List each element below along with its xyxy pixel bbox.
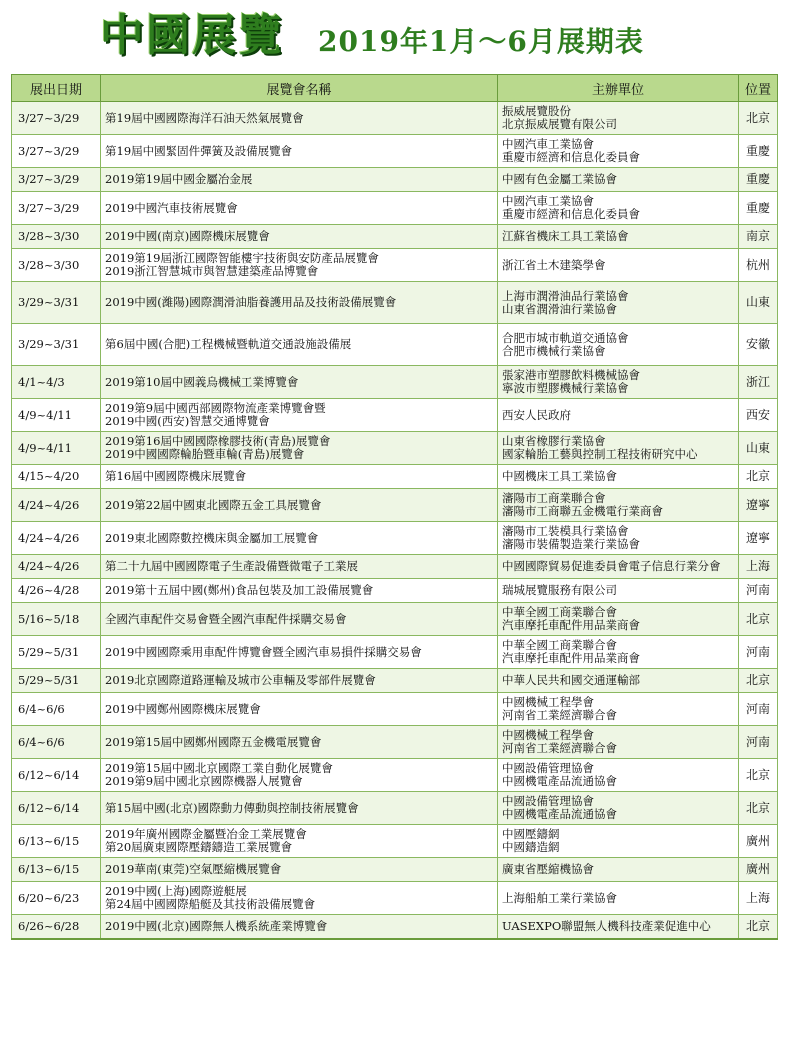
cell-location: 河南 [739,693,778,726]
cell-date: 5/16~5/18 [12,603,101,636]
cell-organizer-line: 中國機械工程學會 [502,695,594,709]
cell-exhibition-name [101,399,498,432]
cell-organizer-line: 重慶市經濟和信息化委員會 [502,150,640,164]
cell-exhibition-name [101,693,498,726]
cell-location: 北京 [739,669,778,693]
cell-exhibition-name [101,324,498,366]
cell-organizer-line: 河南省工業經濟聯合會 [502,741,617,755]
cell-organizer [498,759,739,792]
cell-exhibition-name [101,192,498,225]
cell-organizer [498,669,739,693]
cell-location: 北京 [739,102,778,135]
table-row [12,726,778,759]
cell-exhibition-name [101,726,498,759]
cell-organizer [498,726,739,759]
table-row [12,882,778,915]
cell-organizer-line: 浙江省土木建築學會 [502,257,606,272]
header-date: 展出日期 [12,75,101,102]
cell-exhibition-name-line: 2019華南(東莞)空氣壓縮機展覽會 [105,862,282,876]
cell-organizer-line: 瑞城展覽服務有限公司 [502,583,617,597]
cell-exhibition-name-line: 2019中國(濰陽)國際潤滑油脂養護用品及技術設備展覽會 [105,295,397,309]
cell-exhibition-name [101,669,498,693]
table-row [12,579,778,603]
table-row [12,858,778,882]
cell-organizer-line: 中國設備管理協會 [502,794,594,808]
cell-exhibition-name [101,603,498,636]
cell-location: 廣州 [739,858,778,882]
cell-date: 6/13~6/15 [12,858,101,882]
cell-organizer-line: UASEXPO聯盟無人機科技產業促進中心 [502,918,711,933]
table-row [12,522,778,555]
cell-location: 浙江 [739,366,778,399]
cell-date: 6/12~6/14 [12,792,101,825]
table-row [12,324,778,366]
cell-exhibition-name [101,102,498,135]
cell-exhibition-name [101,915,498,939]
cell-organizer-line: 瀋陽市裝備製造業行業協會 [502,537,640,551]
exhibition-schedule-table [11,74,778,940]
cell-organizer-line: 中華全國工商業聯合會 [502,638,617,652]
cell-exhibition-name [101,366,498,399]
cell-exhibition-name-line: 2019中國鄭州國際機床展覽會 [105,701,261,716]
cell-organizer-line: 河南省工業經濟聯合會 [502,708,617,722]
cell-organizer-line: 寧波市塑膠機械行業協會 [502,381,629,395]
cell-date: 6/20~6/23 [12,882,101,915]
cell-organizer-line: 中國鑄造網 [502,840,560,854]
cell-location: 上海 [739,555,778,579]
cell-exhibition-name [101,636,498,669]
cell-date: 3/28~3/30 [12,249,101,282]
cell-date: 3/27~3/29 [12,102,101,135]
cell-exhibition-name-line: 第19屆中國國際海洋石油天然氣展覽會 [105,110,304,125]
cell-organizer [498,324,739,366]
cell-exhibition-name [101,465,498,489]
cell-date: 6/13~6/15 [12,825,101,858]
cell-organizer-line: 中華全國工商業聯合會 [502,605,617,619]
table-row [12,792,778,825]
table-row [12,555,778,579]
table-row [12,192,778,225]
cell-exhibition-name [101,858,498,882]
cell-organizer-line: 中國有色金屬工業協會 [502,172,617,186]
cell-location: 山東 [739,432,778,465]
cell-organizer [498,399,739,432]
cell-location: 南京 [739,225,778,249]
cell-exhibition-name-line: 第19屆中國緊固件彈簧及設備展覽會 [105,143,293,158]
cell-organizer-line: 中國設備管理協會 [502,761,594,775]
cell-organizer-line: 北京振威展覽有限公司 [502,117,617,131]
cell-organizer-line: 合肥市機械行業協會 [502,343,606,358]
cell-location: 北京 [739,792,778,825]
cell-location: 上海 [739,882,778,915]
table-row [12,432,778,465]
cell-organizer-line: 中華人民共和國交通運輸部 [502,673,640,687]
cell-organizer-line: 中國國際貿易促進委員會電子信息行業分會 [502,559,721,573]
cell-exhibition-name-line: 第24屆中國國際船艇及其技術設備展覽會 [105,897,316,911]
cell-organizer-line: 山東省橡膠行業協會 [502,434,606,448]
cell-organizer [498,432,739,465]
cell-location: 北京 [739,915,778,939]
cell-exhibition-name [101,135,498,168]
cell-organizer [498,282,739,324]
cell-date: 4/15~4/20 [12,465,101,489]
cell-date: 4/24~4/26 [12,489,101,522]
cell-exhibition-name-line: 2019第15屆中國鄭州國際五金機電展覽會 [105,734,322,749]
table-row [12,915,778,939]
table-row [12,225,778,249]
cell-organizer-line: 重慶市經濟和信息化委員會 [502,207,640,221]
cell-date: 5/29~5/31 [12,636,101,669]
cell-organizer-line: 合肥市城市軌道交通協會 [502,330,629,345]
cell-date: 3/29~3/31 [12,324,101,366]
cell-exhibition-name-line: 2019中國國際輪胎暨車輪(青島)展覽會 [105,447,305,461]
table-row [12,399,778,432]
cell-organizer [498,489,739,522]
cell-exhibition-name-line: 2019年廣州國際金屬暨冶金工業展覽會 [105,827,307,841]
page-header [0,0,800,70]
cell-exhibition-name-line: 2019浙江智慧城市與智慧建築產品博覽會 [105,264,319,278]
table-row [12,603,778,636]
cell-exhibition-name-line: 第16屆中國國際機床展覽會 [105,469,247,483]
cell-exhibition-name [101,759,498,792]
cell-exhibition-name-line: 2019中國國際乘用車配件博覽會暨全國汽車易損件採購交易會 [105,644,422,659]
cell-exhibition-name-line: 2019北京國際道路運輸及城市公車輛及零部件展覽會 [105,673,376,687]
table-row [12,759,778,792]
cell-organizer-line: 中國機電產品流通協會 [502,807,617,821]
cell-location: 遼寧 [739,522,778,555]
cell-date: 4/9~4/11 [12,432,101,465]
cell-organizer [498,555,739,579]
cell-location: 遼寧 [739,489,778,522]
cell-exhibition-name-line: 2019中國(上海)國際遊艇展 [105,884,247,898]
header-location: 位置 [739,75,778,102]
cell-organizer [498,636,739,669]
cell-organizer-line: 瀋陽市工裝模具行業協會 [502,524,629,538]
page-title: 中國展覽 [100,10,284,61]
table-row [12,669,778,693]
cell-organizer [498,858,739,882]
cell-exhibition-name-line: 第二十九屆中國國際電子生產設備暨微電子工業展 [105,559,358,573]
cell-exhibition-name-line: 2019第10屆中國義烏機械工業博覽會 [105,374,299,389]
table-row [12,168,778,192]
page-subtitle: 2019年1月～6月展期表 [318,25,644,58]
cell-date: 6/12~6/14 [12,759,101,792]
table-row [12,249,778,282]
cell-location: 北京 [739,603,778,636]
table-row [12,693,778,726]
cell-organizer [498,366,739,399]
cell-location: 北京 [739,465,778,489]
cell-location: 廣州 [739,825,778,858]
cell-exhibition-name-line: 2019中國(南京)國際機床展覽會 [105,229,270,243]
cell-date: 4/24~4/26 [12,555,101,579]
cell-organizer-line: 中國機床工具工業協會 [502,469,617,483]
cell-exhibition-name-line: 2019第19屆中國金屬冶金展 [105,172,253,186]
table-row [12,135,778,168]
cell-organizer-line: 上海市潤滑油品行業協會 [502,288,629,303]
cell-organizer-line: 江蘇省機床工具工業協會 [502,229,629,243]
cell-location: 重慶 [739,135,778,168]
header-name: 展覽會名稱 [101,75,498,102]
cell-location: 河南 [739,579,778,603]
cell-date: 4/24~4/26 [12,522,101,555]
cell-exhibition-name-line: 2019東北國際數控機床與金屬加工展覽會 [105,530,319,545]
cell-date: 4/1~4/3 [12,366,101,399]
cell-organizer-line: 山東省潤滑油行業協會 [502,301,617,316]
cell-organizer [498,522,739,555]
cell-exhibition-name-line: 2019第16屆中國國際橡膠技術(青島)展覽會 [105,434,331,448]
cell-exhibition-name-line: 2019第9屆中國北京國際機器人展覽會 [105,774,303,788]
cell-location: 河南 [739,726,778,759]
cell-exhibition-name-line: 2019第15屆中國北京國際工業自動化展覽會 [105,761,333,775]
cell-exhibition-name-line: 2019第十五屆中國(鄭州)食品包裝及加工設備展覽會 [105,583,374,597]
cell-organizer-line: 中國汽車工業協會 [502,194,594,208]
cell-exhibition-name [101,579,498,603]
cell-exhibition-name [101,432,498,465]
cell-exhibition-name [101,792,498,825]
cell-organizer [498,135,739,168]
cell-organizer [498,915,739,939]
cell-exhibition-name-line: 全國汽車配件交易會暨全國汽車配件採購交易會 [105,611,347,626]
cell-location: 西安 [739,399,778,432]
table-row [12,636,778,669]
cell-date: 6/26~6/28 [12,915,101,939]
cell-organizer [498,249,739,282]
cell-organizer-line: 中國壓鑄網 [502,827,560,841]
cell-exhibition-name-line: 第6屆中國(合肥)工程機械暨軌道交通設施設備展 [105,337,352,351]
cell-organizer [498,693,739,726]
cell-organizer-line: 西安人民政府 [502,407,571,422]
cell-date: 3/29~3/31 [12,282,101,324]
cell-organizer-line: 國家輪胎工藝與控制工程技術研究中心 [502,447,698,461]
cell-location: 北京 [739,759,778,792]
table-row [12,102,778,135]
cell-organizer [498,168,739,192]
cell-exhibition-name [101,168,498,192]
cell-organizer-line: 中國汽車工業協會 [502,137,594,151]
cell-exhibition-name [101,882,498,915]
cell-exhibition-name [101,555,498,579]
cell-organizer [498,225,739,249]
cell-exhibition-name-line: 2019中國(西安)智慧交通博覽會 [105,414,270,428]
cell-exhibition-name [101,522,498,555]
cell-location: 重慶 [739,192,778,225]
cell-date: 3/27~3/29 [12,135,101,168]
cell-date: 4/9~4/11 [12,399,101,432]
cell-exhibition-name [101,489,498,522]
cell-organizer [498,579,739,603]
cell-date: 3/27~3/29 [12,168,101,192]
cell-exhibition-name [101,825,498,858]
cell-date: 3/27~3/29 [12,192,101,225]
table-body [12,102,778,939]
cell-organizer [498,603,739,636]
cell-date: 5/29~5/31 [12,669,101,693]
cell-organizer [498,102,739,135]
cell-organizer-line: 汽車摩托車配件用品業商會 [502,618,640,632]
cell-organizer [498,825,739,858]
cell-exhibition-name-line: 第20屆廣東國際壓鑄鑄造工業展覽會 [105,840,293,854]
table-header-row [12,75,778,102]
cell-exhibition-name [101,249,498,282]
cell-exhibition-name-line: 2019第19屆浙江國際智能樓宇技術與安防產品展覽會 [105,251,379,265]
cell-date: 4/26~4/28 [12,579,101,603]
cell-exhibition-name-line: 2019中國汽車技術展覽會 [105,200,238,215]
cell-exhibition-name-line: 2019第22屆中國東北國際五金工具展覽會 [105,497,322,512]
header-organizer: 主辦單位 [498,75,739,102]
cell-organizer [498,792,739,825]
cell-exhibition-name-line: 第15屆中國(北京)國際動力傳動與控制技術展覽會 [105,800,359,815]
table-row [12,366,778,399]
cell-location: 杭州 [739,249,778,282]
cell-date: 3/28~3/30 [12,225,101,249]
table-row [12,825,778,858]
cell-exhibition-name-line: 2019第9屆中國西部國際物流產業博覽會暨 [105,401,326,415]
table-row [12,282,778,324]
cell-organizer-line: 中國機電產品流通協會 [502,774,617,788]
cell-organizer-line: 振威展覽股份 [502,104,571,118]
cell-date: 6/4~6/6 [12,726,101,759]
cell-organizer-line: 瀋陽市工商業聯合會 [502,491,606,505]
cell-location: 重慶 [739,168,778,192]
cell-organizer-line: 瀋陽市工商聯五金機電行業商會 [502,504,663,518]
cell-exhibition-name [101,225,498,249]
cell-location: 河南 [739,636,778,669]
cell-organizer-line: 張家港市塑膠飲料機械協會 [502,368,640,382]
table-row [12,465,778,489]
cell-exhibition-name-line: 2019中國(北京)國際無人機系統產業博覽會 [105,918,328,933]
cell-date: 6/4~6/6 [12,693,101,726]
cell-organizer [498,882,739,915]
cell-organizer [498,192,739,225]
cell-organizer-line: 汽車摩托車配件用品業商會 [502,651,640,665]
cell-location: 安徽 [739,324,778,366]
table-row [12,489,778,522]
cell-organizer-line: 廣東省壓縮機協會 [502,862,594,876]
cell-exhibition-name [101,282,498,324]
cell-organizer-line: 中國機械工程學會 [502,728,594,742]
cell-location: 山東 [739,282,778,324]
cell-organizer-line: 上海船舶工業行業協會 [502,890,617,905]
cell-organizer [498,465,739,489]
